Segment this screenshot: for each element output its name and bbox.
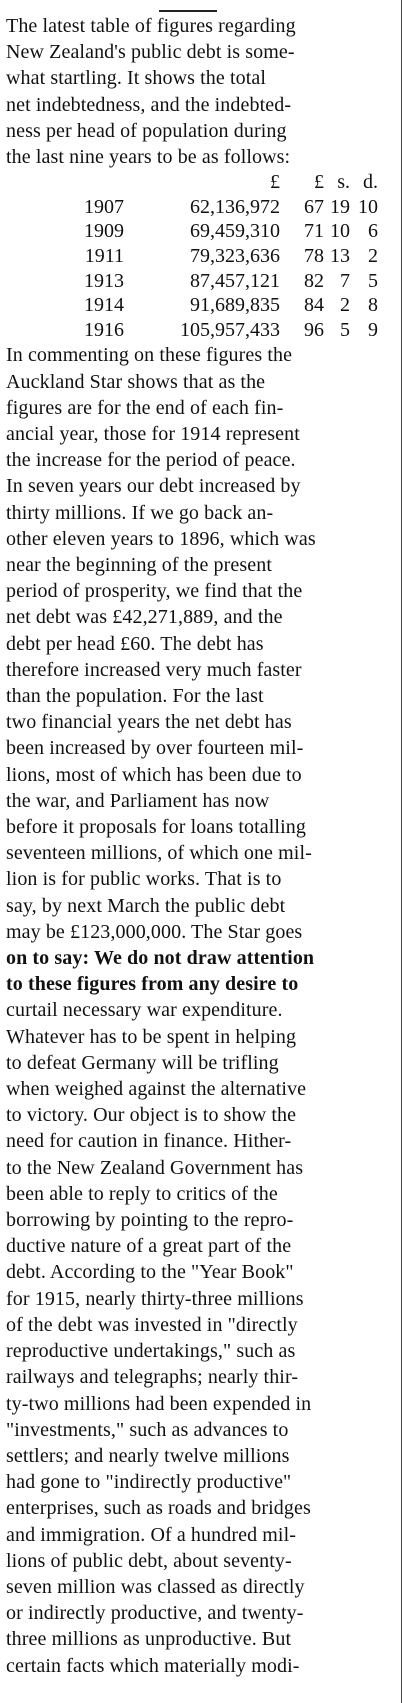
total-debt-cell: 105,957,433 (180, 318, 280, 341)
total-debt-cell: 79,323,636 (190, 245, 280, 267)
table-row (6, 318, 378, 343)
table-row (6, 293, 378, 318)
per-head-pence-cell: 10 (358, 195, 378, 218)
per-head-pence-cell: 6 (368, 220, 378, 243)
bold-quote-text: on to say: We do not draw attention to these figures from any desire to (6, 947, 315, 996)
total-debt-cell: 62,136,972 (190, 195, 280, 218)
year-cell: 1911 (84, 245, 124, 267)
per-head-shillings-cell: 13 (330, 245, 350, 267)
header-total-unit: £ (270, 171, 280, 194)
per-head-pounds-cell: 78 (304, 245, 324, 267)
top-rule (159, 10, 217, 12)
total-debt-cell: 91,689,835 (190, 294, 280, 317)
per-head-pounds-cell: 82 (304, 269, 324, 292)
table-row (6, 269, 378, 294)
total-debt-cell: 69,459,310 (190, 220, 280, 243)
column-rule (401, 0, 402, 1703)
per-head-pounds-cell: 71 (304, 220, 324, 243)
body-paragraph-continued: curtail necessary war expenditure. Whatever has to be spent in helping to defeat Germany will be trifling when weighed against the alternative to victory. Our object is to show the need for caution in finance. Hither- to the New Zealand Government has been able to reply to critics of the borrowing by pointing to the repro- ductive nature of a great part of the debt. According to the "Year Book" for 1915, nearly thirty-three millions of the debt was invested in "directly reproductive undertakings," such as railways and telegraphs; nearly thir- ty-two millions had been expended in "investments," such as advances to settlers; and nearly twelve millions had gone to "indirectly productive" enterprises, such as roads and bridges and immigration. Of a hundred mil- lions of public debt, about seventy- seven million was classed as directly or indirectly productive, and twenty- three millions as unproductive. But certain facts which materially modi- (6, 999, 312, 1677)
per-head-pounds-cell: 67 (304, 195, 324, 218)
year-cell: 1907 (84, 195, 124, 218)
debt-table (6, 170, 378, 342)
intro-paragraph: The latest table of figures regarding New Zealand's public debt is some- what startling. It shows the total net indebtedness, and the indebted- ness per head of population during the last nine years to be as follows: (6, 15, 296, 169)
per-head-pence-cell: 8 (368, 294, 378, 317)
per-head-shillings-cell: 19 (330, 195, 350, 218)
header-shillings-unit: s. (337, 171, 350, 194)
table-row (6, 244, 378, 269)
year-cell: 1909 (84, 220, 124, 243)
per-head-shillings-cell: 5 (340, 318, 350, 341)
header-pounds-unit: £ (314, 171, 324, 194)
per-head-shillings-cell: 2 (340, 294, 350, 317)
per-head-pence-cell: 9 (368, 318, 378, 341)
per-head-pounds-cell: 84 (304, 294, 324, 317)
per-head-shillings-cell: 7 (340, 269, 350, 292)
year-cell: 1914 (84, 294, 124, 317)
table-row (6, 219, 378, 244)
year-cell: 1913 (84, 269, 124, 292)
per-head-shillings-cell: 10 (330, 220, 350, 243)
table-header-row (6, 170, 378, 195)
per-head-pence-cell: 5 (368, 269, 378, 292)
header-pence-unit: d. (363, 171, 378, 194)
year-cell: 1916 (84, 318, 124, 341)
table-row (6, 195, 378, 220)
per-head-pounds-cell: 96 (304, 318, 324, 341)
body-paragraph: In commenting on these figures the Auckland Star shows that as the figures are for the end of each fin- ancial year, those for 1914 represent the increase for the period of peace. In seven years our debt increased by thirty millions. If we go back an- other eleven years to 1896, which was near the beginning of the present period of prosperity, we find that the net debt was £42,271,889, and the debt per head £60. The debt has therefore increased very much faster than the population. For the last two financial years the net debt has been increased by over fourteen mil- lions, most of which has been due to the war, and Parliament has now before it proposals for loans totalling seventeen millions, of which one mil- lion is for public works. That is to say, by next March the public debt may be £123,000,000. The Star goes (6, 344, 316, 943)
header-year (6, 170, 124, 195)
total-debt-cell: 87,457,121 (190, 269, 280, 292)
per-head-pence-cell: 2 (368, 245, 378, 267)
